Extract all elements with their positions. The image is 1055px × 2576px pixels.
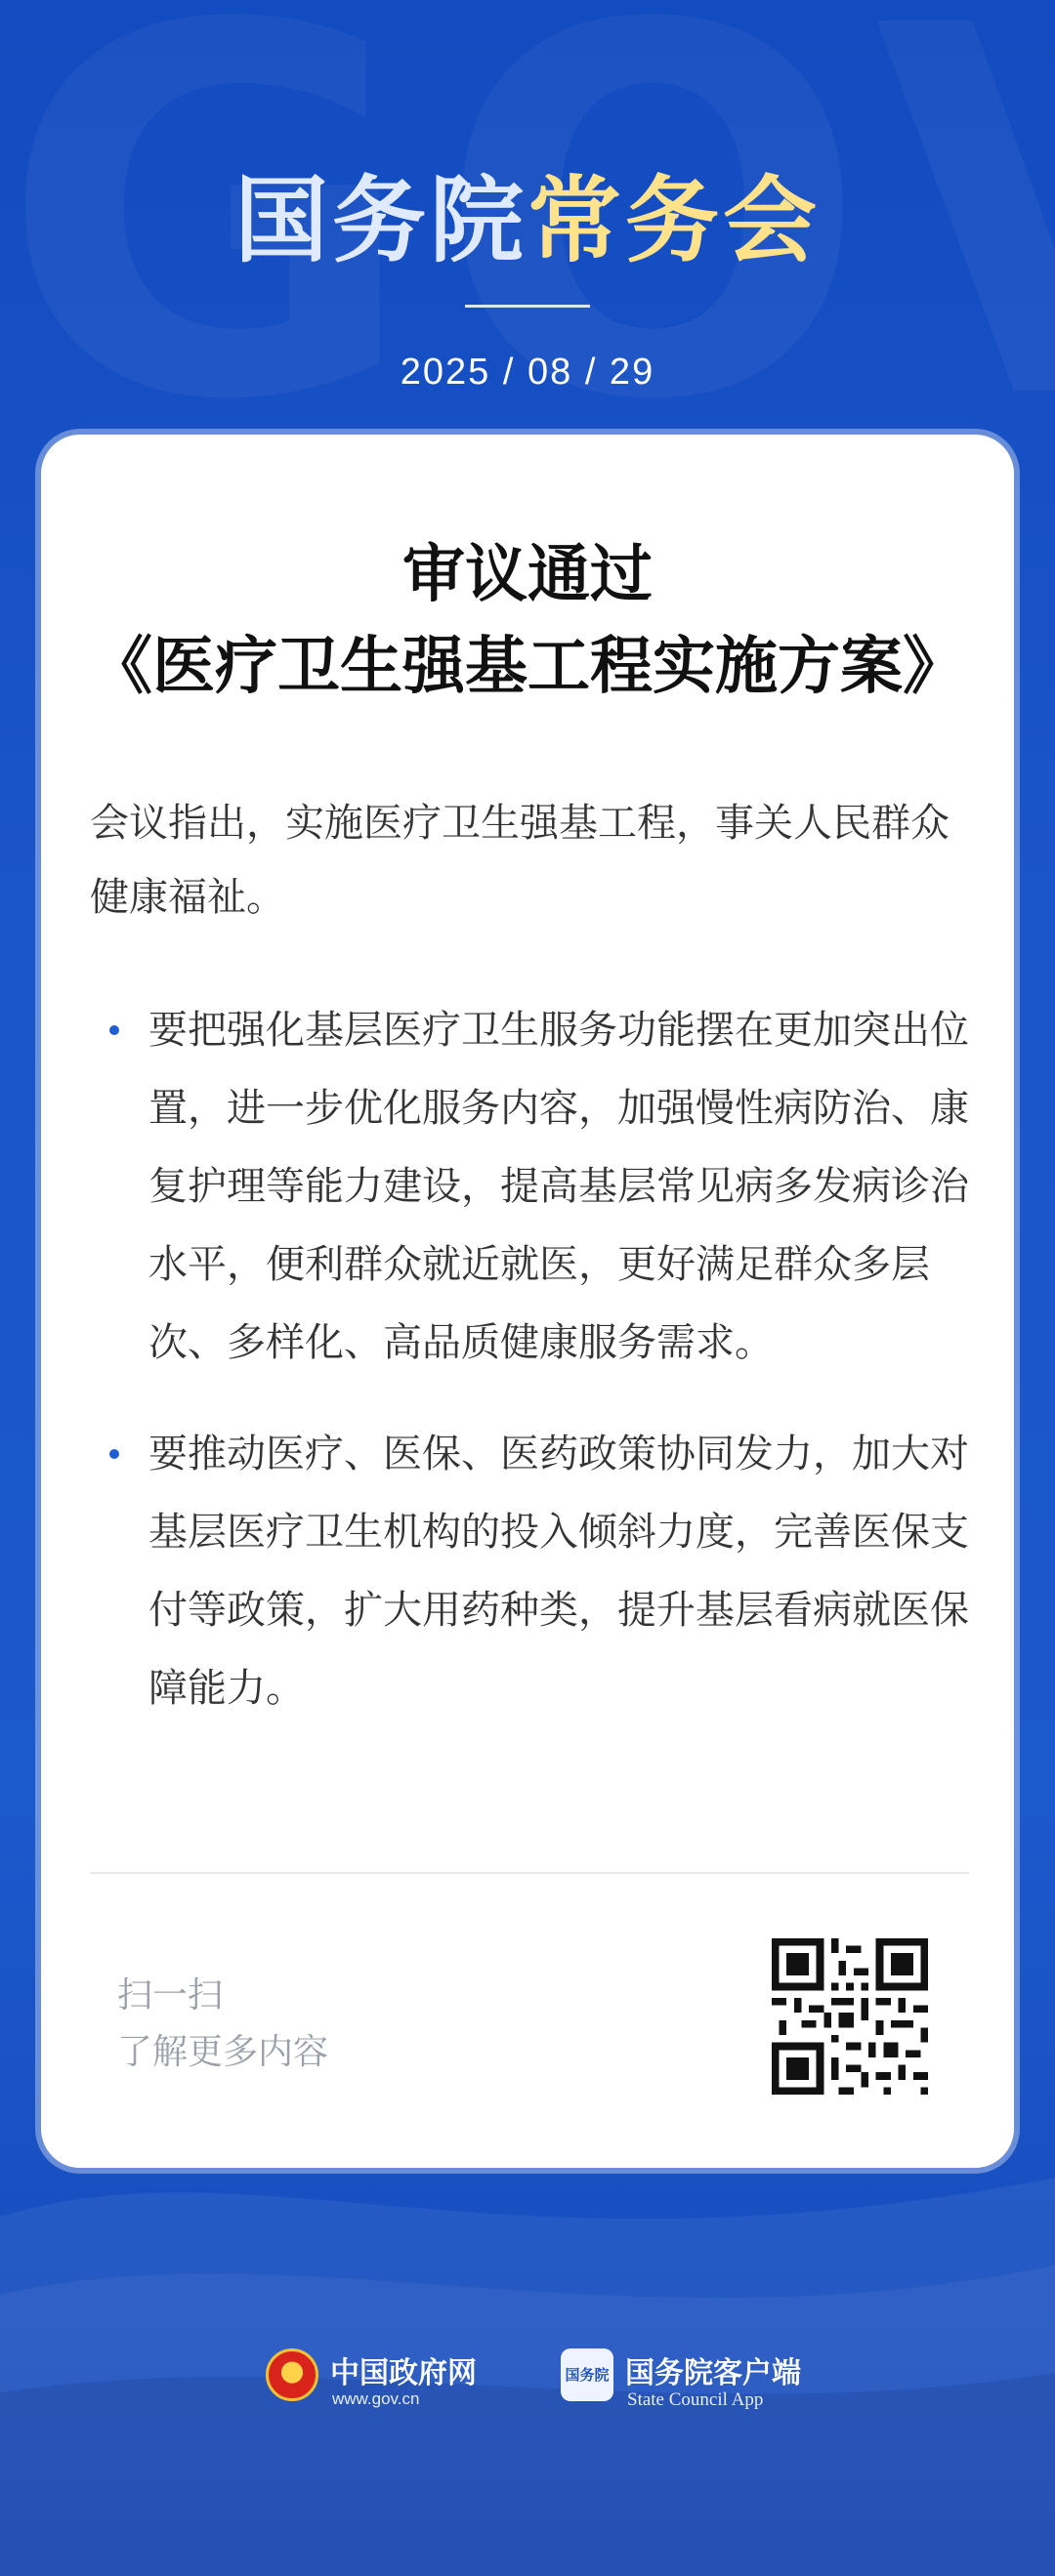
scan-hint: 了解更多内容	[117, 2032, 329, 2072]
app-name[interactable]: 国务院客户端	[625, 2356, 801, 2390]
site-name[interactable]: 中国政府网	[330, 2356, 477, 2390]
bullet-dot-icon	[109, 1025, 119, 1035]
bullet-text: 要推动医疗、医保、医药政策协同发力，加大对基层医疗卫生机构的投入倾斜力度，完善医保支付等政策，扩大用药种类，提升基层看病就医保障能力。	[148, 1432, 969, 1711]
site-url[interactable]: www.gov.cn	[332, 2389, 420, 2408]
bullet-dot-icon	[109, 1449, 119, 1459]
title-part1: 国务院	[234, 166, 528, 275]
card-title	[41, 532, 1014, 710]
card-title-line1: 审议通过	[402, 538, 653, 611]
scan-label: 扫一扫	[117, 1975, 224, 2015]
content-card	[41, 435, 1014, 2168]
national-emblem-icon	[266, 2348, 318, 2401]
wave-decoration	[0, 2099, 1055, 2576]
intro-paragraph: 会议指出，实施医疗卫生强基工程，事关人民群众健康福祉。	[90, 801, 950, 920]
bullet-item	[90, 1415, 969, 1727]
bullet-list	[90, 991, 969, 1761]
title-part2: 常务会	[528, 166, 821, 275]
state-council-app-icon: 国务院	[561, 2348, 613, 2401]
app-subtitle: State Council App	[627, 2389, 764, 2410]
page-title	[0, 146, 1055, 280]
bullet-item	[90, 991, 969, 1382]
qr-code-icon[interactable]	[772, 1938, 928, 2095]
footer	[0, 2339, 1055, 2427]
card-divider	[90, 1872, 969, 1874]
header-divider	[465, 305, 590, 308]
meeting-date: 2025 / 08 / 29	[400, 352, 655, 393]
card-title-line2: 《医疗卫生强基工程实施方案》	[90, 630, 965, 703]
bullet-text: 要把强化基层医疗卫生服务功能摆在更加突出位置，进一步优化服务内容，加强慢性病防治、康复护理等能力建设，提高基层常见病多发病诊治水平，便利群众就近就医，更好满足群众多层次、多样化、高品质健康服务需求。	[148, 1008, 969, 1365]
